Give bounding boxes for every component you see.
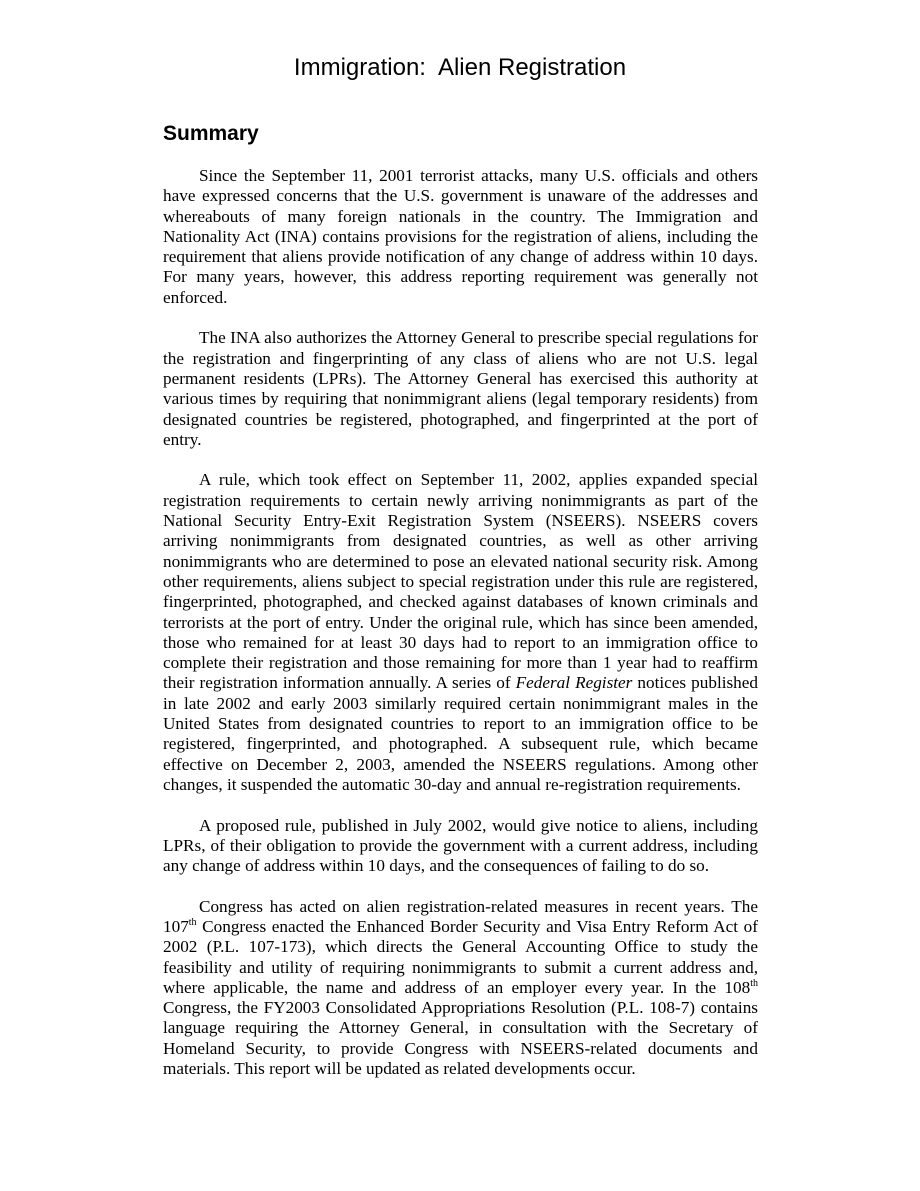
paragraph-5-text-b: Congress enacted the Enhanced Border Security and Visa Entry Reform Act of 2002 (P.L. 107-173), which directs the General Accounting Office to study the feasibility and utility of requiring nonimmigrants to submit a current address and, where applicable, the name and address of an employer every year. In the 108 — [163, 916, 758, 997]
paragraph-2: The INA also authorizes the Attorney General to prescribe special regulations for the registration and fingerprinting of any class of aliens who are not U.S. legal permanent residents (LPRs). The Attorney General has exercised this authority at various times by requiring that nonimmigrant aliens (legal temporary residents) from designated countries be registered, photographed, and fingerprinted at the port of entry. — [163, 328, 758, 449]
section-heading-summary: Summary — [163, 122, 259, 145]
paragraph-5-text-a: Congress has acted on alien registration-related measures in recent years. The 107 — [163, 896, 758, 936]
federal-register-italic: Federal Register — [515, 673, 633, 693]
ordinal-superscript-108th: th — [750, 977, 758, 989]
ordinal-superscript-107th: th — [188, 916, 197, 928]
paragraph-1: Since the September 11, 2001 terrorist attacks, many U.S. officials and others have expressed concerns that the U.S. government is unaware of the addresses and whereabouts of many foreign nationals in the country. The Immigration and Nationality Act (INA) contains provisions for the registration of aliens, including the requirement that aliens provide notification of any change of address within 10 days. For many years, however, this address reporting requirement was generally not enforced. — [163, 166, 758, 307]
paragraph-5 — [163, 897, 758, 1080]
paragraph-3-text-a: A rule, which took effect on September 11, 2002, applies expanded special registration requirements to certain newly arriving nonimmigrants as part of the National Security Entry-Exit Registration System (NSEERS). NSEERS covers arriving nonimmigrants from designated countries, as well as other arriving nonimmigrants who are determined to pose an elevated national security risk. Among other requirements, aliens subject to special registration under this rule are registered, fingerprinted, photographed, and checked against databases of known criminals and terrorists at the port of entry. Under the original rule, which has since been amended, those who remained for at least 30 days had to report to an immigration office to complete their registration and those remaining for more than 1 year had to reaffirm their registration information annually. A series of — [163, 470, 758, 693]
paragraph-5-text-c: Congress, the FY2003 Consolidated Appropriations Resolution (P.L. 108-7) contains language requiring the Attorney General, in consultation with the Secretary of Homeland Security, to provide Congress with NSEERS-related documents and materials. This report will be updated as related developments occur. — [163, 998, 758, 1079]
paragraph-3 — [163, 470, 758, 795]
summary-body — [163, 166, 758, 1079]
paragraph-3-text-b: notices published in late 2002 and early 2003 similarly required certain nonimmigrant males in the United States from designated countries to report to an immigration office to be registered, fingerprinted, and photographed. A subsequent rule, which became effective on December 2, 2003, amended the NSEERS regulations. Among other changes, it suspended the automatic 30-day and annual re-registration requirements. — [163, 673, 759, 794]
paragraph-4: A proposed rule, published in July 2002, would give notice to aliens, including LPRs, of their obligation to provide the government with a current address, including any change of address within 10 days, and the consequences of failing to do so. — [163, 815, 758, 876]
document-title: Immigration: Alien Registration — [293, 54, 627, 81]
